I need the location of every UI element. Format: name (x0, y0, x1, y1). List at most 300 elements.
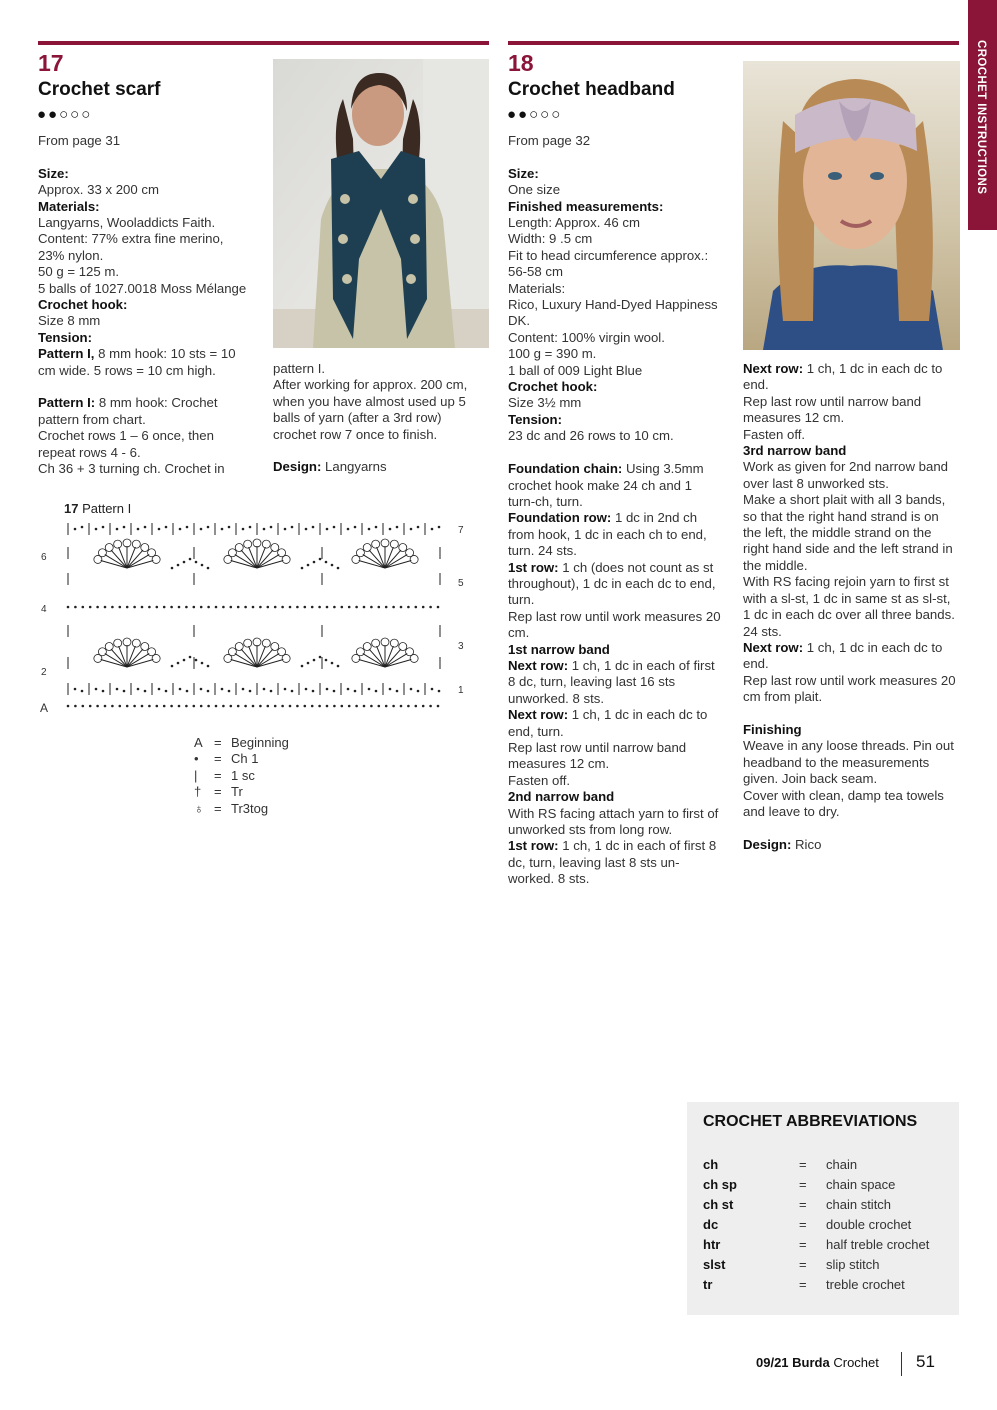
pattern-title-17: Crochet scarf (38, 79, 161, 100)
pattern-text: After working for approx. 200 cm, (273, 377, 468, 393)
abbreviation-meaning: chain space (826, 1177, 896, 1192)
chain-stitch-symbol (95, 528, 98, 531)
footer-issue (756, 1355, 879, 1370)
chain-stitch-symbol (170, 606, 173, 609)
repeat-text: Rep last row until narrow band (508, 740, 687, 755)
chain-stitch-symbol (126, 606, 129, 609)
narrow-band-3-text: 24 sts. (743, 623, 782, 639)
chain-stitch-symbol (249, 526, 252, 529)
pattern-number-17: 17 (38, 50, 64, 76)
legend-item (194, 801, 289, 817)
legend-symbol: | (194, 767, 198, 783)
abbreviation-eq: = (799, 1157, 807, 1172)
abbreviation-term: slst (703, 1257, 726, 1272)
chain-stitch-symbol (289, 705, 292, 708)
width-value: Width: 9 .5 cm (508, 231, 593, 247)
chain-stitch-symbol (415, 705, 418, 708)
chain-stitch-symbol (307, 662, 310, 665)
header-rule-18 (508, 41, 959, 45)
chart-title (64, 501, 131, 516)
from-page: From page 32 (508, 133, 591, 148)
chain-stitch-symbol (133, 606, 136, 609)
chain-stitch-symbol (259, 705, 262, 708)
tension-value: cm wide. 5 rows = 10 cm high. (38, 362, 216, 378)
chain-stitch-symbol (230, 705, 233, 708)
foundation-row-text: turn. 24 sts. (508, 543, 577, 559)
row-label-6: 6 (41, 552, 47, 563)
chain-stitch-symbol (301, 567, 304, 570)
chain-stitch-symbol (244, 705, 247, 708)
row1-text: 1 ch, 1 dc in each of first 8 (558, 838, 717, 854)
chain-stitch-symbol (274, 705, 277, 708)
chain-stitch-symbol (333, 690, 336, 693)
next-row-text: end, turn. (508, 723, 564, 739)
pattern-label: Pattern I: (38, 395, 96, 411)
chain-stitch-symbol (284, 528, 287, 531)
chain-stitch-symbol (163, 606, 166, 609)
chain-stitch-symbol (417, 690, 420, 693)
fan-symbol (235, 654, 257, 667)
abbreviation-meaning: chain (826, 1157, 858, 1172)
next-row-label: Next row: (743, 639, 804, 655)
chain-stitch-symbol (215, 705, 218, 708)
chain-stitch-symbol (368, 688, 371, 691)
chain-stitch-symbol (102, 690, 105, 693)
chain-stitch-symbol (347, 528, 350, 531)
chain-stitch-symbol (81, 690, 84, 693)
foundation-chain-text: Using 3.5mm (622, 461, 704, 477)
materials-line: 23% nylon. (38, 247, 104, 263)
chain-stitch-symbol (341, 705, 344, 708)
chain-stitch-symbol (326, 606, 329, 609)
chain-stitch-symbol (422, 606, 425, 609)
materials-line: Content: 100% virgin wool. (508, 329, 665, 345)
row-label-3: 3 (458, 641, 464, 652)
row-label-1: 1 (458, 685, 464, 696)
pattern-number-18: 18 (508, 50, 534, 76)
fan-symbol (244, 540, 252, 548)
finishing-text: headband to the measurements (743, 754, 930, 770)
abbreviation-term: ch (703, 1157, 719, 1172)
fan-symbol (257, 646, 265, 667)
fan-symbol (249, 646, 257, 667)
difficulty-rating-18: ●●○○○ (507, 106, 563, 123)
fan-symbol (244, 639, 252, 647)
foundation-row-text: 1 dc in 2nd ch (611, 510, 698, 526)
chain-stitch-symbol (116, 528, 119, 531)
headband-instructions (508, 133, 736, 888)
pattern-text: 8 mm hook: Crochet (95, 395, 218, 411)
chain-stitch-symbol (200, 688, 203, 691)
narrow-band-3-text: the middle. (743, 557, 808, 573)
chain-stitch-symbol (313, 659, 316, 662)
abbreviation-meaning: half treble crochet (826, 1237, 930, 1252)
abbreviation-eq: = (799, 1197, 807, 1212)
chain-stitch-symbol (242, 688, 245, 691)
chain-stitch-symbol (200, 606, 203, 609)
fan-symbol (390, 540, 398, 548)
finishing-text: given. Join back seam. (743, 771, 878, 787)
size-label: Size: (38, 165, 69, 181)
chain-stitch-symbol (392, 705, 395, 708)
fan-symbol (114, 639, 122, 647)
finishing-text: Weave in any loose threads. Pin out (743, 738, 954, 754)
fan-symbol (410, 654, 418, 662)
legend-text: Ch 1 (231, 751, 259, 767)
finished-label: Finished measurements: (508, 198, 664, 214)
section-tab-label: CROCHET INSTRUCTIONS (975, 40, 987, 195)
fan-symbol (262, 639, 270, 647)
materials-line: Langyarns, Wooladdicts Faith. (38, 215, 216, 231)
chain-stitch-symbol (237, 705, 240, 708)
chain-stitch-symbol (237, 606, 240, 609)
fan-symbol (253, 539, 261, 547)
next-row-text: end. (743, 656, 769, 672)
brand-name: Burda (792, 1355, 830, 1370)
chain-stitch-symbol (104, 606, 107, 609)
chain-stitch-symbol (89, 606, 92, 609)
tension-pattern-label: Pattern I, (38, 346, 95, 362)
fan-symbol (363, 654, 385, 667)
fan-symbol (132, 540, 140, 548)
row-label-5: 5 (458, 578, 464, 589)
fan-symbol (228, 549, 236, 557)
abbreviation-term: dc (703, 1217, 719, 1232)
legend-text: 1 sc (231, 767, 255, 783)
chain-stitch-symbol (363, 606, 366, 609)
chain-stitch-symbol (267, 705, 270, 708)
row-label-4: 4 (41, 604, 47, 615)
chain-stitch-symbol (195, 561, 198, 564)
chain-stitch-symbol (311, 606, 314, 609)
materials-line: 5 balls of 1027.0018 Moss Mélange (38, 280, 247, 296)
row1-text: worked. 8 sts. (508, 871, 590, 887)
fan-symbol (127, 654, 149, 667)
legend-text: Tr (231, 784, 243, 800)
next-row-label: Next row: (508, 657, 569, 673)
chain-stitch-symbol (222, 606, 225, 609)
materials-line: 1 ball of 009 Light Blue (508, 362, 643, 378)
chain-stitch-symbol (375, 690, 378, 693)
narrow-band-3-text: right hand side and the left strand in (743, 541, 953, 557)
chain-stitch-symbol (296, 606, 299, 609)
chain-stitch-symbol (74, 688, 77, 691)
legend-item (194, 735, 289, 751)
chain-stitch-symbol (333, 526, 336, 529)
materials-line: 50 g = 125 m. (38, 264, 120, 280)
next-row-text: 1 ch, 1 dc in each dc to (803, 639, 943, 655)
row-label-2: 2 (41, 667, 47, 678)
repeat-text: Fasten off. (508, 772, 571, 788)
pattern-text: Ch 36 + 3 turning ch. Crochet in (38, 461, 225, 477)
chain-stitch-symbol (96, 705, 99, 708)
chain-stitch-symbol (400, 705, 403, 708)
chain-stitch-symbol (200, 528, 203, 531)
chain-stitch-symbol (141, 606, 144, 609)
fan-symbol (363, 555, 385, 568)
chain-stitch-symbol (123, 690, 126, 693)
fan-symbol (105, 555, 127, 568)
repeat-text: Rep last row until work measures 20 (508, 608, 721, 624)
narrow-band-3-text: Make a short plait with all 3 bands, (743, 492, 946, 508)
narrow-band-3-text: Work as given for 2nd narrow band (743, 459, 949, 475)
legend-item (194, 768, 289, 784)
chain-stitch-symbol (221, 528, 224, 531)
chain-stitch-symbol (74, 705, 77, 708)
chain-stitch-symbol (438, 526, 441, 529)
narrow-band-3-label: 3rd narrow band (743, 443, 847, 459)
chain-stitch-symbol (119, 606, 122, 609)
chart-name: Pattern I (78, 501, 132, 516)
abbreviation-eq: = (799, 1217, 807, 1232)
legend-eq: = (214, 735, 222, 750)
chain-stitch-symbol (74, 606, 77, 609)
legend-symbol: † (194, 784, 202, 800)
fan-symbol (152, 555, 160, 563)
next-row-text: unworked. 8 sts. (508, 690, 605, 706)
fan-symbol (127, 555, 149, 568)
next-row-label: Next row: (743, 361, 804, 376)
chain-stitch-symbol (148, 705, 151, 708)
narrow-band-2-text: With RS facing attach yarn to first of (508, 805, 719, 821)
chain-stitch-symbol (67, 705, 70, 708)
chain-stitch-symbol (195, 659, 198, 662)
narrow-band-3-text: 1 dc in each dc over all three bands. (743, 607, 955, 623)
chain-stitch-symbol (312, 690, 315, 693)
fan-symbol (356, 549, 364, 557)
chain-stitch-symbol (137, 528, 140, 531)
fan-symbol (399, 643, 407, 651)
chain-stitch-symbol (431, 688, 434, 691)
fan-symbol (271, 544, 279, 552)
chain-stitch-symbol (396, 690, 399, 693)
legend-symbol: • (194, 751, 199, 767)
fan-symbol (282, 654, 290, 662)
length-value: Length: Approx. 46 cm (508, 215, 640, 231)
chain-stitch-symbol (325, 659, 328, 662)
fan-symbol (235, 544, 243, 552)
fan-symbol (372, 639, 380, 647)
chain-stitch-symbol (378, 606, 381, 609)
design-value: Rico (791, 836, 822, 852)
chain-stitch-symbol (185, 705, 188, 708)
fan-symbol (399, 544, 407, 552)
fan-symbol (98, 549, 106, 557)
fan-symbol (381, 539, 389, 547)
chain-stitch-symbol (165, 526, 168, 529)
chain-stitch-symbol (337, 567, 340, 570)
abbreviations-title: CROCHET ABBREVIATIONS (703, 1113, 918, 1130)
chain-stitch-symbol (104, 705, 107, 708)
chain-stitch-symbol (319, 656, 322, 659)
chain-stitch-symbol (378, 705, 381, 708)
difficulty-rating-17: ●●○○○ (37, 106, 93, 123)
chain-stitch-symbol (252, 705, 255, 708)
section-tab (968, 0, 997, 230)
row1-text: turn. (508, 592, 535, 608)
repeat-text: cm from plait. (743, 689, 823, 705)
row1-label: 1st row: (508, 559, 559, 575)
tension-value: 8 mm hook: 10 sts = 10 (94, 346, 236, 362)
chain-stitch-symbol (244, 606, 247, 609)
fan-symbol (257, 547, 265, 568)
chain-stitch-symbol (144, 690, 147, 693)
chain-stitch-symbol (81, 526, 84, 529)
chain-stitch-symbol (170, 705, 173, 708)
next-row-label: Next row: (508, 707, 569, 723)
tension-value: 23 dc and 26 rows to 10 cm. (508, 428, 674, 444)
chain-stitch-symbol (437, 606, 440, 609)
chain-stitch-symbol (311, 705, 314, 708)
chain-stitch-symbol (178, 705, 181, 708)
chain-stitch-symbol (354, 526, 357, 529)
finishing-text: and leave to dry. (743, 803, 840, 819)
chain-stitch-symbol (189, 656, 192, 659)
legend-symbol: ♁ (194, 800, 204, 816)
chain-stitch-symbol (133, 705, 136, 708)
fan-symbol (282, 555, 290, 563)
abbreviation-eq: = (799, 1177, 807, 1192)
chain-stitch-symbol (242, 528, 245, 531)
chain-stitch-symbol (215, 606, 218, 609)
chain-stitch-symbol (355, 705, 358, 708)
narrow-band-3-text: over last 8 unworked sts. (743, 475, 889, 491)
abbreviation-meaning: double crochet (826, 1217, 912, 1232)
legend-text: Tr3tog (231, 800, 269, 816)
chain-stitch-symbol (422, 705, 425, 708)
foundation-chain-label: Foundation chain: (508, 461, 623, 477)
chain-stitch-symbol (126, 705, 129, 708)
chain-stitch-symbol (177, 564, 180, 567)
legend-item (194, 784, 289, 800)
repeat-text: cm. (508, 625, 530, 641)
chain-stitch-symbol (201, 662, 204, 665)
fan-symbol (127, 547, 135, 568)
chain-stitch-symbol (183, 659, 186, 662)
chain-stitch-symbol (291, 526, 294, 529)
chain-stitch-symbol (354, 690, 357, 693)
chain-stitch-symbol (156, 606, 159, 609)
narrow-band-3-text: so that the right hand strand is on (743, 508, 939, 524)
hook-value: Size 8 mm (38, 313, 101, 329)
chain-stitch-symbol (183, 561, 186, 564)
chain-stitch-symbol (148, 606, 151, 609)
chain-stitch-symbol (375, 526, 378, 529)
chain-stitch-symbol (326, 705, 329, 708)
chain-stitch-symbol (410, 688, 413, 691)
fan-symbol (385, 654, 407, 667)
chain-stitch-symbol (407, 606, 410, 609)
legend-eq: = (214, 784, 222, 800)
chain-stitch-symbol (200, 705, 203, 708)
chain-stitch-symbol (221, 688, 224, 691)
materials-line: Content: 77% extra fine merino, (38, 231, 224, 247)
fan-symbol (152, 654, 160, 662)
chain-stitch-symbol (179, 688, 182, 691)
chain-stitch-symbol (207, 705, 210, 708)
size-value: One size (508, 182, 561, 198)
chain-stitch-symbol (111, 606, 114, 609)
fan-symbol (385, 646, 393, 667)
design-label: Design: (273, 459, 322, 475)
legend-eq: = (214, 800, 222, 816)
chain-stitch-symbol (123, 526, 126, 529)
fan-symbol (385, 555, 407, 568)
materials-label: Materials: (508, 280, 566, 296)
fit-value: Fit to head circumference approx.: (508, 247, 709, 263)
row1-label: 1st row: (508, 838, 559, 854)
chain-stitch-symbol (158, 528, 161, 531)
fan-symbol (119, 646, 127, 667)
hook-label: Crochet hook: (38, 297, 128, 313)
fan-symbol (119, 547, 127, 568)
size-label: Size: (508, 165, 539, 181)
fan-symbol (390, 639, 398, 647)
chain-stitch-symbol (313, 561, 316, 564)
chain-stitch-symbol (186, 526, 189, 529)
chain-stitch-symbol (429, 705, 432, 708)
materials-line: DK. (508, 313, 530, 329)
chain-stitch-symbol (415, 606, 418, 609)
chain-stitch-symbol (289, 606, 292, 609)
fan-symbol (228, 648, 236, 656)
chart-legend (194, 735, 289, 817)
legend-symbol: A (194, 735, 203, 750)
narrow-band-2-label: 2nd narrow band (508, 789, 615, 805)
chain-stitch-symbol (263, 528, 266, 531)
chain-stitch-symbol (318, 606, 321, 609)
chain-stitch-symbol (385, 606, 388, 609)
chain-stitch-symbol (207, 526, 210, 529)
fan-symbol (123, 638, 131, 646)
chain-stitch-symbol (305, 688, 308, 691)
fit-value: 56-58 cm (508, 264, 563, 280)
chain-stitch-symbol (312, 526, 315, 529)
pattern-text: balls of yarn (after a 3rd row) (273, 410, 442, 426)
chain-stitch-symbol (347, 688, 350, 691)
narrow-band-3-text: the left, the middle strand on the (743, 525, 932, 541)
chain-stitch-symbol (274, 606, 277, 609)
chain-stitch-symbol (185, 606, 188, 609)
chain-stitch-symbol (355, 606, 358, 609)
chain-stitch-symbol (207, 567, 210, 570)
chain-stitch-symbol (291, 690, 294, 693)
chain-stitch-symbol (331, 662, 334, 665)
tension-label: Tension: (38, 329, 92, 345)
chain-stitch-symbol (281, 705, 284, 708)
chain-stitch-symbol (368, 528, 371, 531)
chart-symbols (67, 523, 441, 707)
row1-text: 1 ch (does not count as st (558, 559, 714, 575)
pattern-text: repeat rows 4 - 6. (38, 444, 141, 460)
fan-symbol (363, 544, 371, 552)
chain-stitch-symbol (228, 690, 231, 693)
narrow-band-2-text: unworked sts from long row. (508, 822, 673, 838)
chain-stitch-symbol (165, 690, 168, 693)
legend-eq: = (214, 751, 222, 767)
chain-stitch-symbol (158, 688, 161, 691)
scarf-photo (273, 59, 489, 348)
fan-symbol (132, 639, 140, 647)
chain-stitch-symbol (102, 526, 105, 529)
scarf-instructions (38, 133, 268, 478)
pattern-text: crochet row 7 once to finish. (273, 426, 438, 442)
materials-line: Rico, Luxury Hand-Dyed Happiness (508, 297, 718, 313)
repeat-text: Rep last row until work measures 20 (743, 672, 956, 688)
headband-photo (743, 61, 960, 350)
chain-stitch-symbol (193, 705, 196, 708)
chain-stitch-symbol (318, 705, 321, 708)
